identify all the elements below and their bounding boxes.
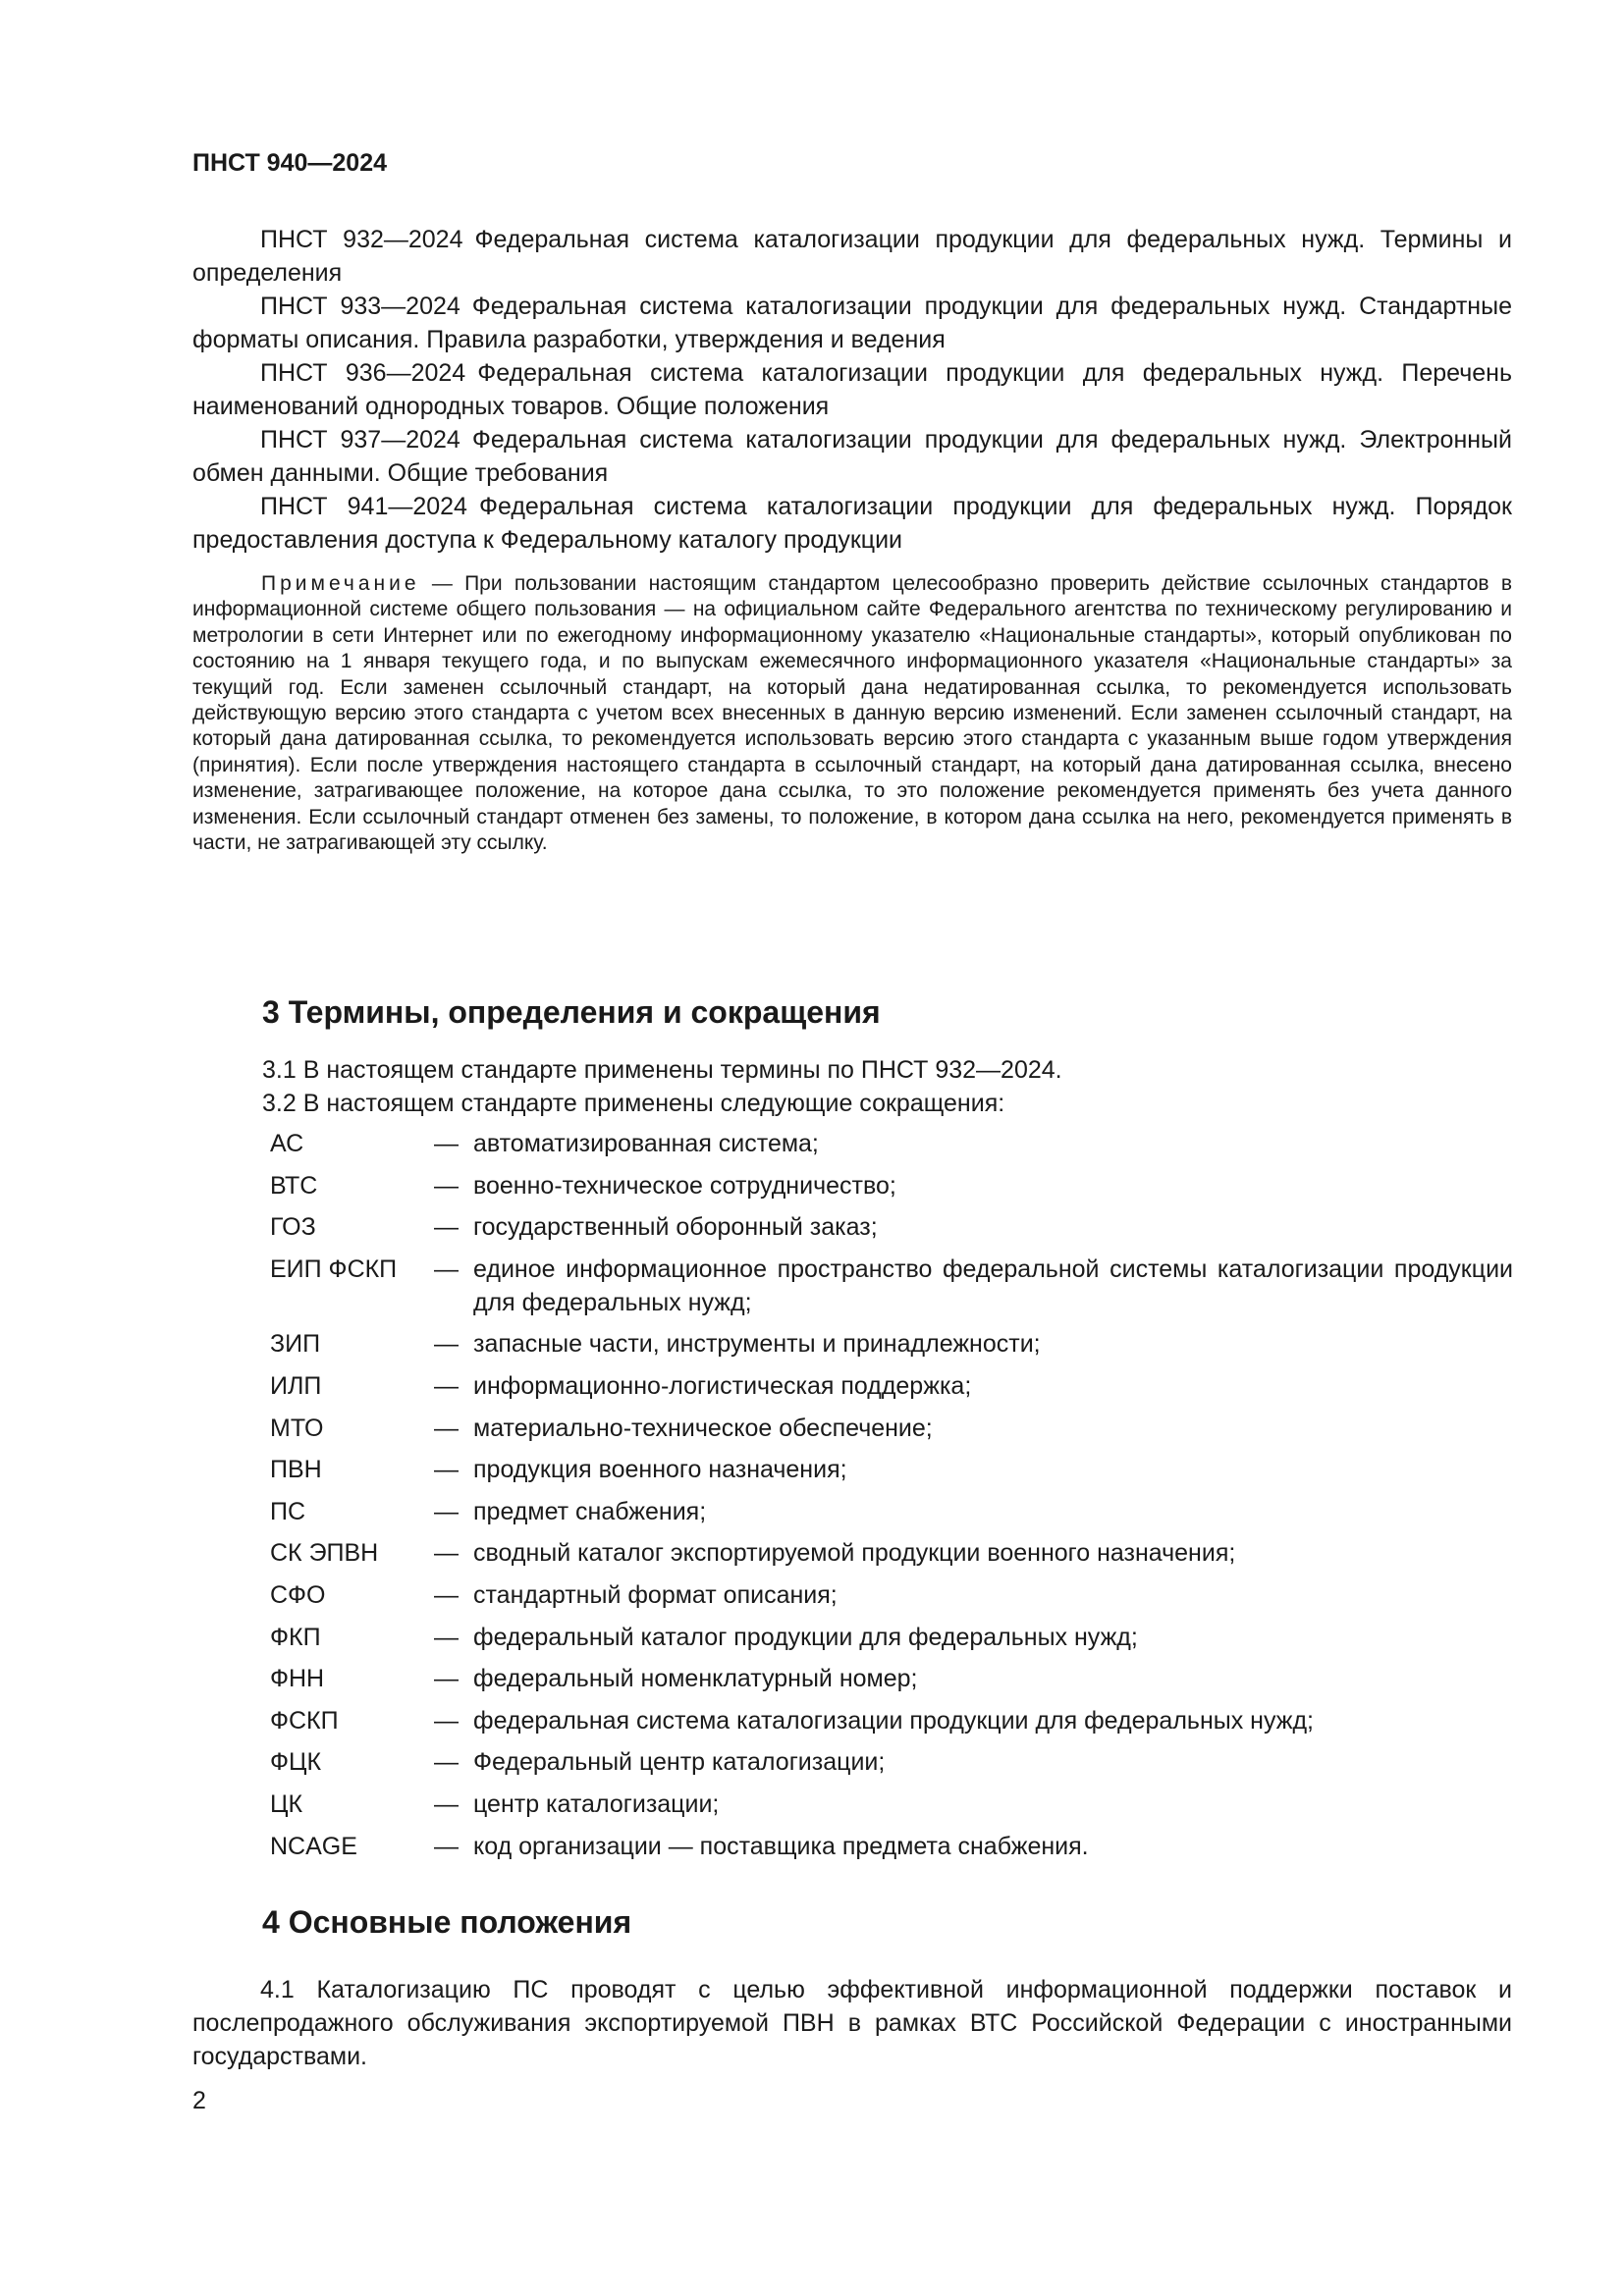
reference-title: Федеральная система каталогизации продукции для федеральных нужд. Электронный обмен данными. Общие требования	[192, 426, 1512, 487]
dash: —	[434, 1623, 459, 1651]
abbreviation-row	[270, 1369, 1513, 1403]
note-label: Примечание	[261, 572, 420, 595]
abbreviation-row	[270, 1453, 1513, 1486]
abbreviation-definition: Федеральный центр каталогизации;	[473, 1748, 886, 1777]
abbreviation: ВТС	[270, 1171, 318, 1200]
abbreviation-definition: автоматизированная система;	[473, 1130, 819, 1157]
dash: —	[434, 1539, 459, 1568]
abbreviation-definition: центр каталогизации;	[473, 1789, 720, 1818]
note-text: — При пользовании настоящим стандартом целесообразно проверить действие ссылочных стандартов в информационной системе общего пользования — на официальном сайте Федерального агентства по техническому регулированию и метрологии в сети Интернет или по ежегодному информационному указателю «Национальные стандарты», который опубликован по состоянию на 1 января текущего года, и по выпускам ежемесячного информационного указателя «Национальные стандарты» за текущий год. Если заменен ссылочный стандарт, на который дана недатированная ссылка, то рекомендуется использовать действующую версию этого стандарта с учетом всех внесенных в данную версию изменений. Если заменен ссылочный стандарт, на который дана датированная ссылка, то рекомендуется использовать версию этого стандарта с указанным выше годом утверждения (принятия). Если после утверждения настоящего стандарта в ссылочный стандарт, на который дана датированная ссылка, внесено изменение, затрагивающее положение, на которое дана ссылка, то это положение рекомендуется применять без учета данного изменения. Если ссылочный стандарт отменен без замены, то положение, в котором дана ссылка на него, рекомендуется применять в части, не затрагивающей эту ссылку.	[192, 572, 1512, 855]
abbreviation-definition: федеральная система каталогизации продукции для федеральных нужд;	[473, 1706, 1315, 1735]
paragraph-3-2: 3.2 В настоящем стандарте применены следующие сокращения:	[262, 1090, 1005, 1117]
reference-list	[192, 223, 1512, 557]
abbreviation: ФКП	[270, 1623, 321, 1651]
dash: —	[434, 1580, 459, 1609]
dash: —	[434, 1748, 459, 1777]
abbreviation-definition: стандартный формат описания;	[473, 1580, 838, 1609]
abbreviation-definition: запасные части, инструменты и принадлежности;	[473, 1330, 1041, 1359]
abbreviation-row	[270, 1495, 1513, 1528]
abbreviation-definition: государственный оборонный заказ;	[473, 1213, 878, 1242]
reference-item	[192, 223, 1512, 290]
abbreviation: ИЛП	[270, 1371, 322, 1400]
reference-item	[192, 356, 1512, 423]
abbreviation: ФСКП	[270, 1706, 339, 1735]
reference-title: Федеральная система каталогизации продукции для федеральных нужд. Перечень наименований однородных товаров. Общие положения	[192, 359, 1513, 420]
abbreviation-list	[270, 1127, 1513, 1871]
abbreviation-definition: информационно-логистическая поддержка;	[473, 1371, 972, 1400]
abbreviation: ГОЗ	[270, 1213, 316, 1242]
abbreviation-definition: предмет снабжения;	[473, 1497, 707, 1525]
abbreviation-row	[270, 1412, 1513, 1445]
abbreviation-definition: федеральный номенклатурный номер;	[473, 1665, 918, 1693]
abbreviation-row	[270, 1253, 1513, 1319]
abbreviation: ЦК	[270, 1789, 303, 1818]
page-number: 2	[192, 2087, 206, 2114]
abbreviation: СК ЭПВН	[270, 1539, 379, 1568]
reference-title: Федеральная система каталогизации продукции для федеральных нужд. Порядок предоставления доступа к Федеральному каталогу продукции	[192, 493, 1512, 554]
reference-item	[192, 290, 1512, 356]
abbreviation-row	[270, 1169, 1513, 1202]
reference-code: ПНСТ 937—2024	[260, 426, 460, 454]
reference-code: ПНСТ 936—2024	[260, 359, 466, 387]
dash: —	[434, 1706, 459, 1735]
dash: —	[434, 1255, 459, 1283]
abbreviation-row	[270, 1830, 1513, 1863]
abbreviation-definition: единое информационное пространство федеральной системы каталогизации продукции для федеральных нужд;	[473, 1255, 1513, 1316]
abbreviation-definition: федеральный каталог продукции для федеральных нужд;	[473, 1623, 1138, 1651]
abbreviation-row	[270, 1621, 1513, 1654]
abbreviation-row	[270, 1327, 1513, 1361]
abbreviation-row	[270, 1704, 1513, 1737]
document-header: ПНСТ 940—2024	[192, 149, 387, 177]
dash: —	[434, 1330, 459, 1359]
abbreviation: ПС	[270, 1497, 306, 1525]
abbreviation: ФЦК	[270, 1748, 322, 1777]
abbreviation-definition: код организации — поставщика предмета снабжения.	[473, 1832, 1089, 1860]
reference-code: ПНСТ 941—2024	[260, 493, 467, 520]
abbreviation: АС	[270, 1130, 304, 1157]
abbreviation: МТО	[270, 1414, 324, 1442]
abbreviation: ЕИП ФСКП	[270, 1255, 398, 1283]
dash: —	[434, 1665, 459, 1693]
abbreviation-row	[270, 1210, 1513, 1244]
section-3-heading: 3 Термины, определения и сокращения	[262, 994, 881, 1030]
abbreviation-row	[270, 1578, 1513, 1612]
reference-code: ПНСТ 933—2024	[260, 293, 460, 320]
reference-item	[192, 490, 1512, 557]
dash: —	[434, 1171, 459, 1200]
reference-title: Федеральная система каталогизации продукции для федеральных нужд. Термины и определения	[192, 226, 1512, 287]
abbreviation: ЗИП	[270, 1330, 321, 1359]
dash: —	[434, 1789, 459, 1818]
dash: —	[434, 1213, 459, 1242]
abbreviation-definition: материально-техническое обеспечение;	[473, 1414, 933, 1442]
abbreviation-row	[270, 1127, 1513, 1160]
dash: —	[434, 1371, 459, 1400]
reference-title: Федеральная система каталогизации продукции для федеральных нужд. Стандартные форматы описания. Правила разработки, утверждения и ведения	[192, 293, 1512, 353]
abbreviation: ФНН	[270, 1665, 325, 1693]
abbreviation-definition: военно-техническое сотрудничество;	[473, 1171, 896, 1200]
dash: —	[434, 1456, 459, 1484]
note-paragraph	[192, 571, 1512, 856]
dash: —	[434, 1832, 459, 1860]
paragraph-4-1: 4.1 Каталогизацию ПС проводят с целью эффективной информационной поддержки поставок и послепродажного обслуживания экспортируемой ПВН в рамках ВТС Российской Федерации с иностранными государствами.	[192, 1976, 1512, 2070]
abbreviation-row	[270, 1662, 1513, 1695]
abbreviation: ПВН	[270, 1456, 322, 1484]
abbreviation-row	[270, 1745, 1513, 1779]
dash: —	[434, 1497, 459, 1525]
abbreviation: СФО	[270, 1580, 326, 1609]
abbreviation-row	[270, 1788, 1513, 1821]
abbreviation-definition: продукция военного назначения;	[473, 1456, 847, 1484]
abbreviation-row	[270, 1536, 1513, 1570]
abbreviation-definition: сводный каталог экспортируемой продукции военного назначения;	[473, 1539, 1236, 1568]
note-block	[192, 571, 1512, 856]
abbreviation: NCAGE	[270, 1832, 357, 1860]
section-4-heading: 4 Основные положения	[262, 1904, 632, 1940]
paragraph-3-1: 3.1 В настоящем стандарте применены термины по ПНСТ 932—2024.	[262, 1056, 1062, 1084]
dash: —	[434, 1130, 459, 1157]
reference-item	[192, 423, 1512, 490]
reference-code: ПНСТ 932—2024	[260, 226, 463, 253]
dash: —	[434, 1414, 459, 1442]
